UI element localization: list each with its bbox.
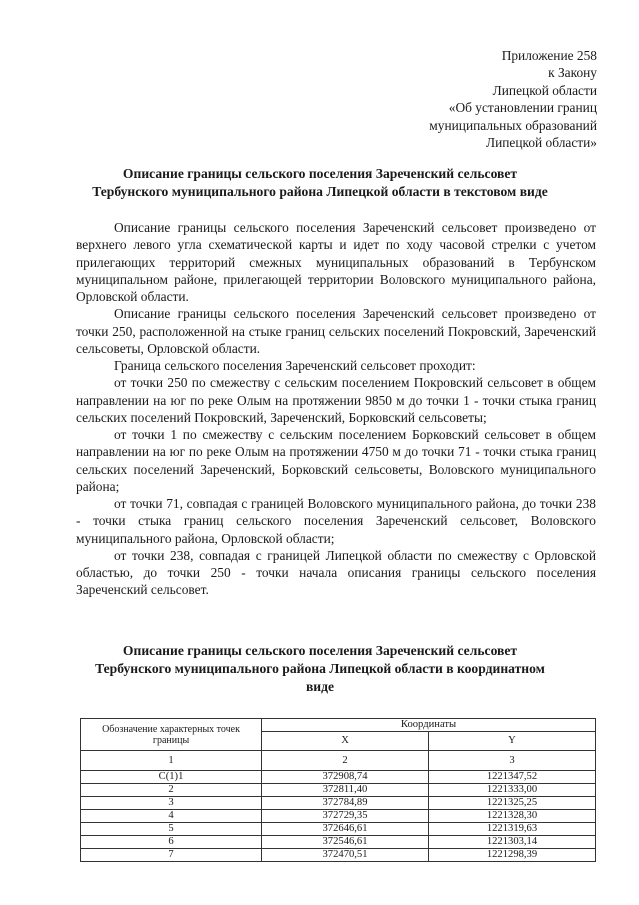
- x-value: 372729,35: [262, 810, 429, 823]
- appendix-line: Липецкой области: [492, 82, 597, 98]
- appendix-line: муниципальных образований: [429, 117, 597, 133]
- appendix-line: к Закону: [548, 65, 597, 81]
- x-value: 372784,89: [262, 797, 429, 810]
- column-number: 2: [262, 751, 429, 771]
- paragraph: Описание границы сельского поселения Зареченский сельсовет произведено от точки 250, расположенной на стыке границ сельских поселений Покровский, Зареченский сельсоветы, Орловской области.: [76, 306, 596, 356]
- table-row: [81, 784, 596, 797]
- paragraph: Граница сельского поселения Зареченский сельсовет проходит:: [114, 358, 476, 373]
- point-label: 7: [81, 849, 262, 862]
- appendix-line: Приложение 258: [501, 48, 597, 63]
- coordinates-header: Координаты: [262, 719, 596, 732]
- text-description-title: [40, 165, 600, 201]
- appendix-line: Липецкой области»: [485, 135, 597, 151]
- table-row: [81, 836, 596, 849]
- x-value: 372470,51: [262, 849, 429, 862]
- column-number: 1: [81, 751, 262, 771]
- title-line: виде: [305, 679, 335, 694]
- table-row: [81, 849, 596, 862]
- x-value: 372908,74: [262, 771, 429, 784]
- paragraph: от точки 71, совпадая с границей Воловского муниципального района, до точки 238 - точки стыка границ сельского поселения Зареченский сельсовет, Воловского муниципального района, Орловской области;: [76, 496, 596, 546]
- title-line: Тербунского муниципального района Липецкой области в координатном: [95, 661, 545, 676]
- appendix-header: [337, 47, 597, 151]
- point-designation-header: Обозначение характерных точек границы: [81, 719, 262, 751]
- point-label: 4: [81, 810, 262, 823]
- y-value: 1221298,39: [429, 849, 596, 862]
- column-number: 3: [429, 751, 596, 771]
- title-line: Описание границы сельского поселения Зареченский сельсовет: [122, 643, 518, 658]
- description-body: [76, 219, 596, 599]
- x-value: 372646,61: [262, 823, 429, 836]
- table-row: [81, 771, 596, 784]
- paragraph: Описание границы сельского поселения Зареченский сельсовет произведено от верхнего левого угла схематической карты и идет по ходу часовой стрелки с учетом прилегающих территорий смежных муниципальных образований в Тербунском муниципальном районе, прилегающей территории Воловского муниципального района, Орловской области.: [76, 220, 596, 304]
- table-row: [81, 823, 596, 836]
- title-line: Тербунского муниципального района Липецкой области в текстовом виде: [92, 184, 548, 199]
- point-label: 3: [81, 797, 262, 810]
- point-label: 6: [81, 836, 262, 849]
- x-header: X: [262, 732, 429, 751]
- y-header: Y: [429, 732, 596, 751]
- point-label: C(1)1: [81, 771, 262, 784]
- paragraph: от точки 1 по смежеству с сельским поселением Борковский сельсовет в общем направлении на юг по реке Олым на протяжении 4750 м до точки 71 - точки стыка границ сельских поселений Зареченский, Борковский сельсоветы, Воловского муниципального района;: [76, 427, 596, 494]
- table-row: [81, 810, 596, 823]
- coordinates-table: [80, 718, 596, 862]
- y-value: 1221328,30: [429, 810, 596, 823]
- appendix-line: «Об установлении границ: [448, 100, 597, 116]
- paragraph: от точки 250 по смежеству с сельским поселением Покровский сельсовет в общем направлении на юг по реке Олым на протяжении 9850 м до точки 1 - точки стыка границ сельских поселений Покровский, Зареченский, Борковский сельсоветы;: [76, 375, 596, 425]
- x-value: 372546,61: [262, 836, 429, 849]
- table-row: [81, 797, 596, 810]
- paragraph: от точки 238, совпадая с границей Липецкой области по смежеству с Орловской областью, до точки 250 - точки начала описания границы сельского поселения Зареченский сельсовет.: [76, 547, 596, 598]
- point-label: 2: [81, 784, 262, 797]
- title-line: Описание границы сельского поселения Зареченский сельсовет: [122, 166, 518, 181]
- y-value: 1221319,63: [429, 823, 596, 836]
- coordinates-table-wrapper: [80, 718, 596, 862]
- y-value: 1221333,00: [429, 784, 596, 797]
- point-label: 5: [81, 823, 262, 836]
- y-value: 1221325,25: [429, 797, 596, 810]
- coordinate-description-title: [40, 642, 600, 696]
- y-value: 1221303,14: [429, 836, 596, 849]
- x-value: 372811,40: [262, 784, 429, 797]
- y-value: 1221347,52: [429, 771, 596, 784]
